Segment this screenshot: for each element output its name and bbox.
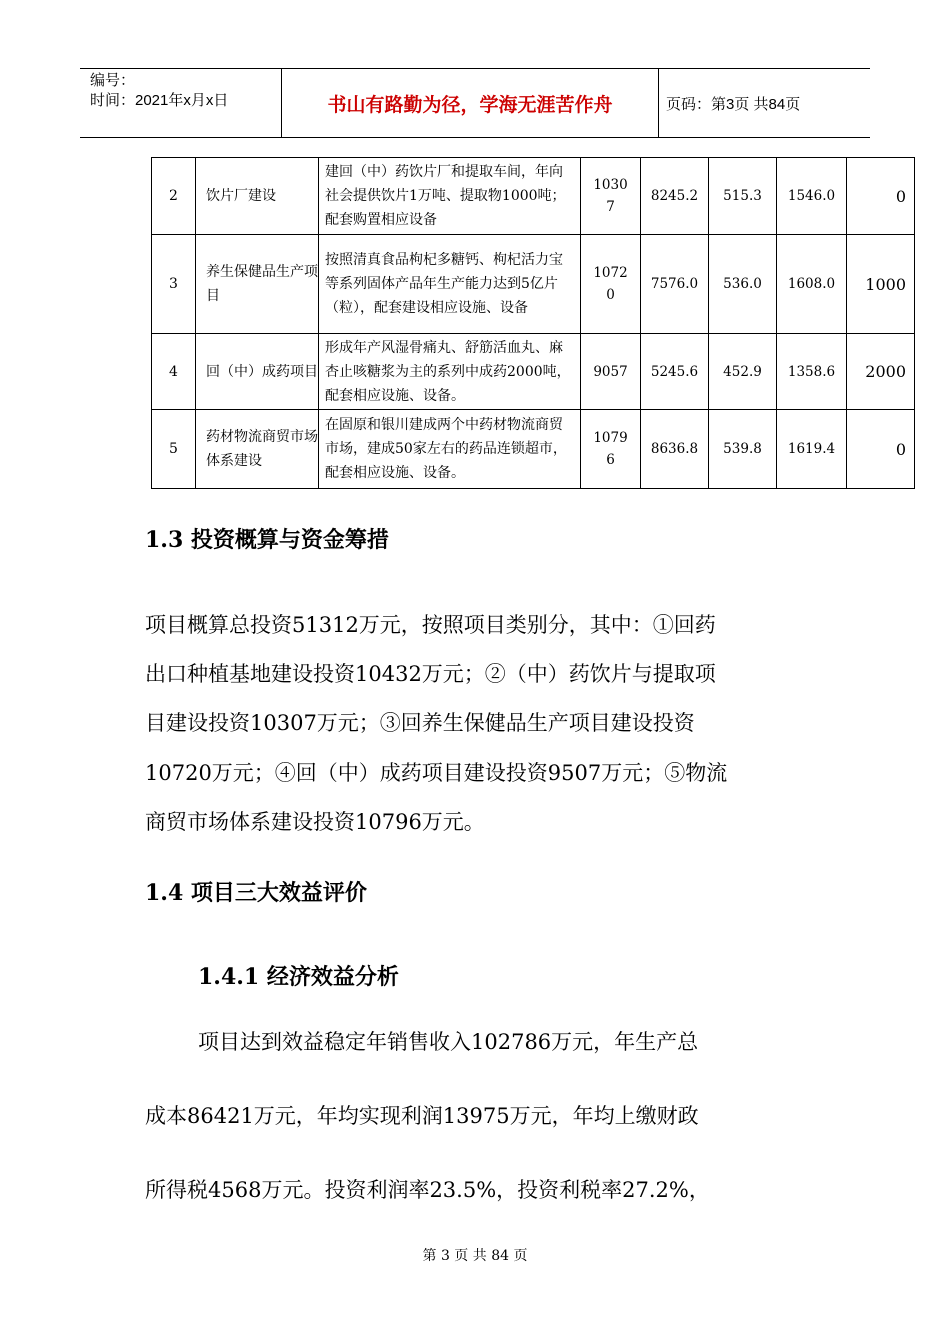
row-invest: 1079 6 — [581, 410, 641, 489]
project-table — [151, 157, 915, 489]
paragraph-line: 项目达到效益稳定年销售收入102786万元，年生产总 — [198, 1030, 699, 1054]
section-heading-1-4-1: 1.4.1 经济效益分析 — [198, 964, 399, 990]
row-v4: 0 — [847, 410, 915, 489]
row-no: 2 — [152, 158, 196, 235]
row-v2: 452.9 — [709, 334, 777, 410]
row-v1: 8636.8 — [641, 410, 709, 489]
row-v1: 8245.2 — [641, 158, 709, 235]
row-name: 饮片厂建设 — [196, 158, 319, 235]
page-header — [80, 68, 870, 138]
paragraph-line: 所得税4568万元。投资利润率23.5%，投资利税率27.2%， — [145, 1178, 710, 1202]
paragraph-line: 商贸市场体系建设投资10796万元。 — [145, 810, 485, 834]
row-desc: 形成年产风湿骨痛丸、舒筋活血丸、麻杏止咳糖浆为主的系列中成药2000吨，配套相应设施、设备。 — [319, 334, 581, 410]
row-name: 回（中）成药项目 — [196, 334, 319, 410]
paragraph-line: 目建设投资10307万元；③回养生保健品生产项目建设投资 — [145, 711, 695, 735]
row-no: 3 — [152, 235, 196, 334]
table-row — [152, 158, 915, 235]
table-row — [152, 410, 915, 489]
paragraph-line: 成本86421万元，年均实现利润13975万元，年均上缴财政 — [145, 1104, 699, 1128]
row-v2: 515.3 — [709, 158, 777, 235]
row-v1: 5245.6 — [641, 334, 709, 410]
row-desc: 在固原和银川建成两个中药材物流商贸市场，建成50家左右的药品连锁超市，配套相应设施、设备。 — [319, 410, 581, 489]
row-desc: 按照清真食品枸杞多糖钙、枸杞活力宝等系列固体产品年生产能力达到5亿片（粒），配套建设相应设施、设备 — [319, 235, 581, 334]
section-heading-1-3: 1.3 投资概算与资金筹措 — [145, 527, 389, 553]
row-v4: 2000 — [847, 334, 915, 410]
paragraph-line: 项目概算总投资51312万元，按照项目类别分，其中：①回药 — [145, 613, 716, 637]
row-name: 养生保健品生产项目 — [196, 235, 319, 334]
row-invest: 9057 — [581, 334, 641, 410]
row-invest: 1030 7 — [581, 158, 641, 235]
row-v3: 1358.6 — [777, 334, 847, 410]
row-no: 4 — [152, 334, 196, 410]
row-v3: 1608.0 — [777, 235, 847, 334]
header-meta — [80, 69, 282, 137]
table-row — [152, 334, 915, 410]
doc-number-label: 编号： — [90, 72, 136, 89]
row-v3: 1619.4 — [777, 410, 847, 489]
time-label: 时间：2021年x月x日 — [90, 92, 229, 109]
row-v1: 7576.0 — [641, 235, 709, 334]
row-no: 5 — [152, 410, 196, 489]
header-motto: 书山有路勤为径，学海无涯苦作舟 — [282, 69, 659, 137]
row-v4: 1000 — [847, 235, 915, 334]
row-v2: 536.0 — [709, 235, 777, 334]
table-row — [152, 235, 915, 334]
header-page-info: 页码：第3页 共84页 — [666, 95, 801, 113]
row-invest: 1072 0 — [581, 235, 641, 334]
section-heading-1-4: 1.4 项目三大效益评价 — [145, 880, 367, 906]
paragraph-line: 出口种植基地建设投资10432万元；②（中）药饮片与提取项 — [145, 662, 716, 686]
row-v2: 539.8 — [709, 410, 777, 489]
paragraph-line: 10720万元；④回（中）成药项目建设投资9507万元；⑤物流 — [145, 761, 728, 785]
row-v4: 0 — [847, 158, 915, 235]
row-v3: 1546.0 — [777, 158, 847, 235]
page-footer: 第 3 页 共 84 页 — [422, 1248, 528, 1264]
row-name: 药材物流商贸市场体系建设 — [196, 410, 319, 489]
row-desc: 建回（中）药饮片厂和提取车间，年向社会提供饮片1万吨、提取物1000吨；配套购置相应设备 — [319, 158, 581, 235]
